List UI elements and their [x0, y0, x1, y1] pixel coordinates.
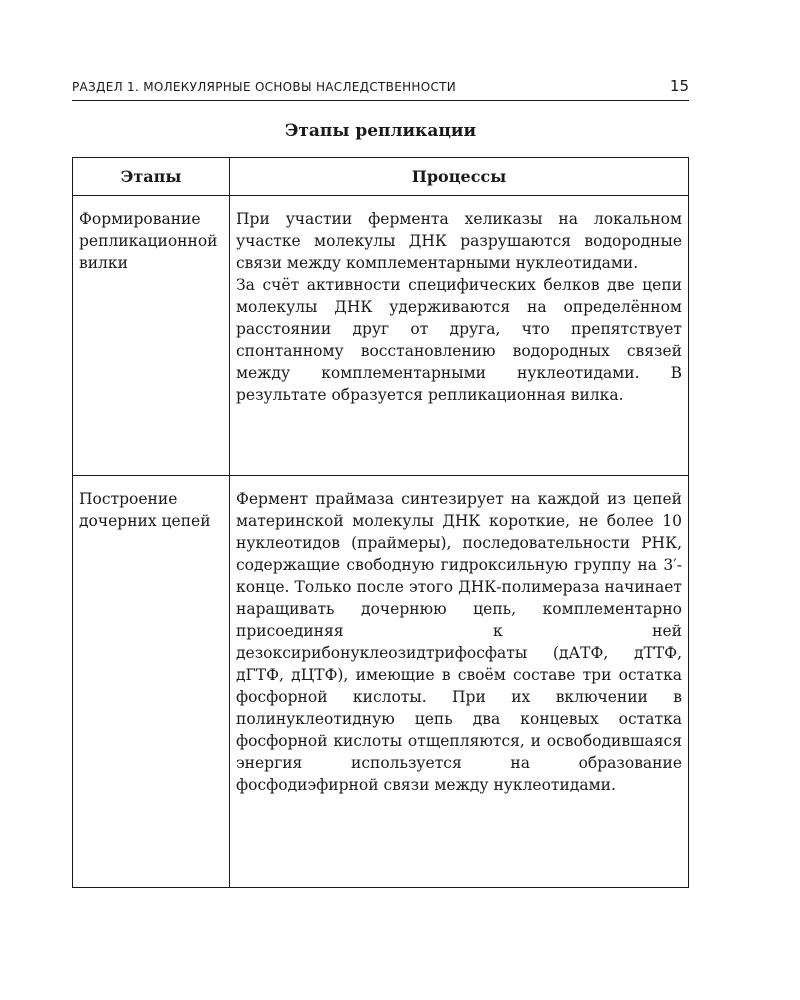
process-paragraph: За счёт активности специфических белков две цепи молекулы ДНК удерживаются на определённом расстоянии друг от друга, что препятствует спонтанному восстановлению водородных связей между комплементарными нуклеотидами. В результате образуется репликационная вилка.	[236, 276, 682, 404]
stage-cell: Формирование репликационной вилки	[73, 196, 230, 476]
table-row	[73, 476, 689, 888]
process-cell	[230, 196, 689, 476]
table-row	[73, 196, 689, 476]
process-paragraph: Фермент праймаза синтезирует на каждой из цепей материнской молекулы ДНК короткие, не более 10 нуклеотидов (праймеры), последовательности РНК, содержащие свободную гидроксильную группу на 3′-конце. Только после этого ДНК-полимераза начинает наращивать дочернюю цепь, комплементарно присоединяя к ней дезоксирибонуклеозидтрифосфаты (дАТФ, дТТФ, дГТФ, дЦТФ), имеющие в своём составе три остатка фосфорной кислоты. При их включении в полинуклеотидную цепь два концевых остатка фосфорной кислоты отщепляются, и освободившаяся энергия используется на образование фосфодиэфирной связи между нуклеотидами.	[236, 490, 682, 794]
table-header-row	[73, 158, 689, 196]
process-cell	[230, 476, 689, 888]
section-title: РАЗДЕЛ 1. МОЛЕКУЛЯРНЫЕ ОСНОВЫ НАСЛЕДСТВЕННОСТИ	[72, 80, 457, 94]
process-paragraph: При участии фермента хеликазы на локальном участке молекулы ДНК разрушаются водородные связи между комплементарными нуклеотидами.	[236, 210, 682, 272]
column-header-stages: Этапы	[73, 158, 230, 196]
column-header-processes: Процессы	[230, 158, 689, 196]
stage-cell: Построение дочерних цепей	[73, 476, 230, 888]
replication-stages-table	[72, 157, 689, 888]
page-number: 15	[669, 77, 689, 95]
running-head	[72, 78, 689, 101]
table-title: Этапы репликации	[284, 121, 477, 141]
